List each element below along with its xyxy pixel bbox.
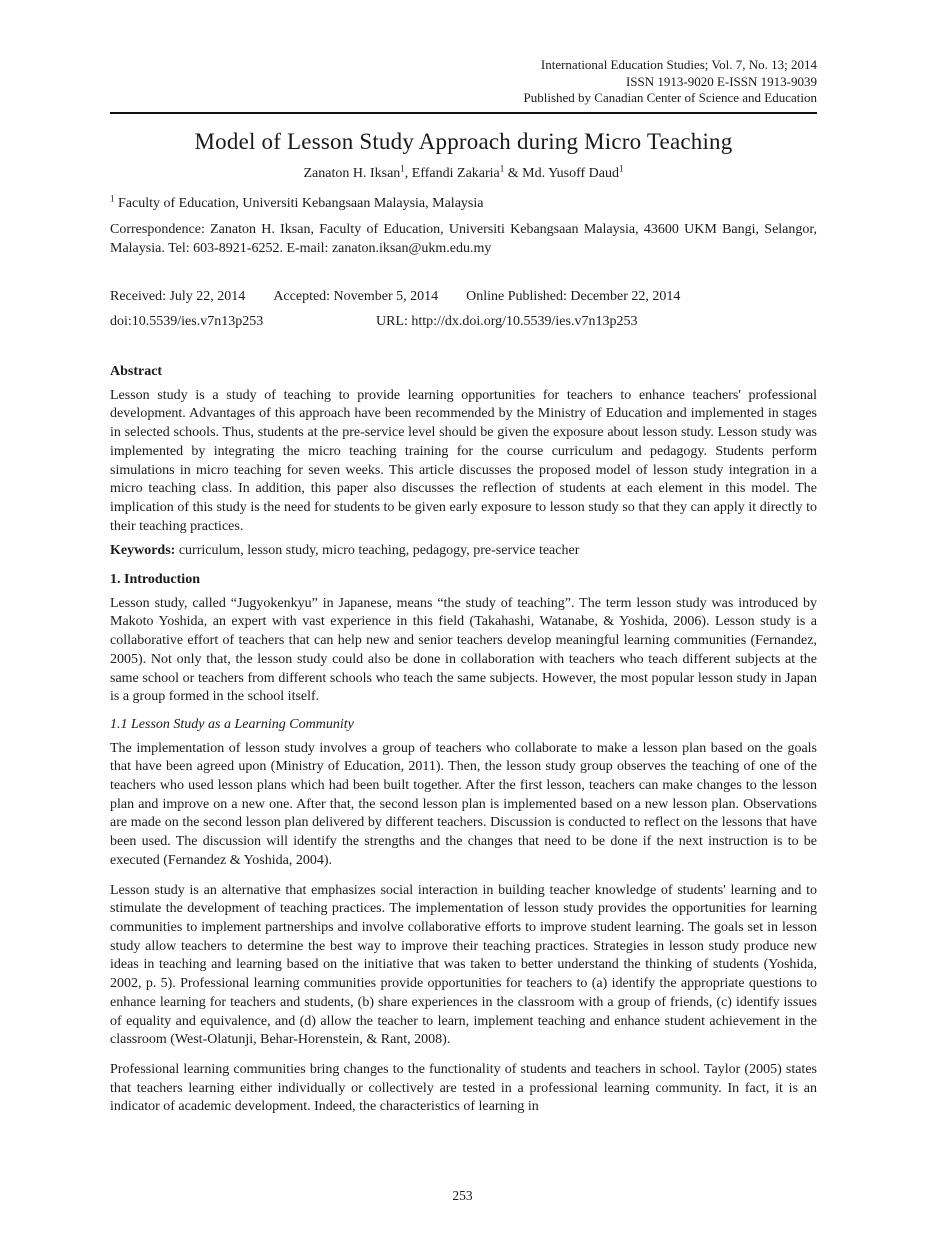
page-number: 253 [452, 1188, 473, 1203]
author-3-affil-mark: 1 [619, 162, 624, 173]
publisher-line: Published by Canadian Center of Science and Education [523, 90, 817, 105]
accepted-date: Accepted: November 5, 2014 [273, 288, 439, 304]
received-date: Received: July 22, 2014 [110, 288, 246, 304]
affiliation-mark: 1 [110, 192, 115, 203]
doi-value: doi:10.5539/ies.v7n13p253 [110, 314, 264, 330]
introduction-paragraph-3: Lesson study is an alternative that emphasizes social interaction in building teacher knowledge of students' learning and to stimulate the development of teaching practices. The implementation of lesson study provides the opportunities for learning communities to implement partnerships and involve collaborative efforts to improve student learning. The goals set in lesson study allow teachers to determine the best way to improve their teaching practices. Strategies in lesson study produce new ideas in teaching and learning based on the initiative that was taken to better understand the thinking of students (Yoshida, 2002, p. 5). Professional learning communities provide opportunities for teachers to (a) identify the appropriate questions to enhance learning for teachers and students, (b) share experiences in the classroom with a group of friends, (c) identify issues of equality and equivalence, and (d) allow the teacher to learn, implement teaching and enhance student achievement in the classroom (West-Olatunji, Behar-Horenstein, & Rant, 2008). [110, 882, 817, 1048]
header-rule [110, 112, 817, 114]
author-separator-2: & [504, 165, 523, 181]
journal-header [110, 0, 817, 107]
authors-line [110, 162, 817, 182]
author-2: Effandi Zakaria [411, 165, 500, 181]
affiliation-line [110, 192, 817, 214]
introduction-paragraph-2: The implementation of lesson study involves a group of teachers who collaborate to make a lesson plan based on the goals that have been agreed upon (Ministry of Education, 2011). Then, the lesson study group observes the teaching of one of the teachers who used lesson plans which had been built together. After the first lesson, teachers can make changes to the lesson plan and improve on a new one. After that, the second lesson plan is implemented based on a new lesson plan. Observations are made on the second lesson plan delivered by different teachers. Discussion is conducted to reflect on the lessons that have been used. The discussion will identify the strengths and the changes that need to be done if the next instruction is to be executed (Fernandez & Yoshida, 2004). [110, 740, 817, 868]
author-separator-1: , [404, 165, 412, 181]
author-2-affil-mark: 1 [499, 162, 505, 173]
page-title: Model of Lesson Study Approach during Micro Teaching [194, 128, 733, 154]
doi-line [110, 313, 817, 332]
correspondence-paragraph: Correspondence: Zanaton H. Iksan, Faculty of Education, Universiti Kebangsaan Malaysia, 43600 UKM Bangi, Selangor, Malaysia. Tel: 603-8921-6252. E-mail: zanaton.iksan@ukm.edu.my [110, 222, 817, 256]
issn-line: ISSN 1913-9020 E-ISSN 1913-9039 [625, 73, 817, 89]
author-1-affil-mark: 1 [400, 162, 405, 173]
abstract-paragraph: Lesson study is a study of teaching to provide learning opportunities for teachers to enhance teachers' professional development. Advantages of this approach have been recommended by the Ministry of Education and implemented in stages in selected schools. Thus, students at the pre-service level should be given the exposure about lesson study. Lesson study was implemented by integrating the micro teaching training for the course curriculum and pedagogy. Students perform simulations in micro teaching for seven weeks. This article discusses the proposed model of lesson study integration in a micro teaching class. In addition, this paper also discusses the reflection of students at each element in this model. The implication of this study is the need for students to be given early exposure to lesson study so that they can apply it directly to their teaching practices. [110, 387, 817, 534]
online-published-date: Online Published: December 22, 2014 [466, 288, 681, 304]
dates-line [110, 288, 817, 307]
keywords-text: curriculum, lesson study, micro teaching, pedagogy, pre-service teacher [175, 543, 580, 559]
author-3: Md. Yusoff Daud [522, 165, 620, 181]
affiliation-text: Faculty of Education, Universiti Kebangsaan Malaysia, Malaysia [114, 195, 484, 211]
abstract-heading: Abstract [110, 364, 163, 380]
journal-name-line: International Education Studies; Vol. 7, No. 13; 2014 [540, 57, 817, 72]
keywords-line [110, 542, 817, 561]
author-1: Zanaton H. Iksan [303, 165, 401, 181]
introduction-paragraph-1: Lesson study, called “Jugyokenkyu” in Japanese, means “the study of teaching”. The term lesson study was introduced by Makoto Yoshida, an expert with vast experience in this field (Takahashi, Watanabe, & Yoshida, 2006). Lesson study is a collaborative effort of teachers that can help new and senior teachers develop meaningful learning communities (Fernandez, 2005). Not only that, the lesson study could also be done in collaboration with teachers who teach different subjects at the same school or teachers from different schools who teach the same subjects. However, the most popular lesson study in Japan is a group formed in the school itself. [110, 595, 817, 705]
introduction-paragraph-4: Professional learning communities bring changes to the functionality of students and teachers in school. Taylor (2005) states that teachers learning either individually or collectively are tested in a professional learning community. In fact, it is an indicator of academic development. Indeed, the characteristics of learning in [110, 1061, 817, 1115]
doi-url: URL: http://dx.doi.org/10.5539/ies.v7n13p253 [376, 314, 638, 330]
introduction-heading: 1. Introduction [110, 572, 200, 588]
keywords-label: Keywords: [110, 543, 176, 559]
subsection-heading-1-1: 1.1 Lesson Study as a Learning Community [110, 716, 354, 732]
